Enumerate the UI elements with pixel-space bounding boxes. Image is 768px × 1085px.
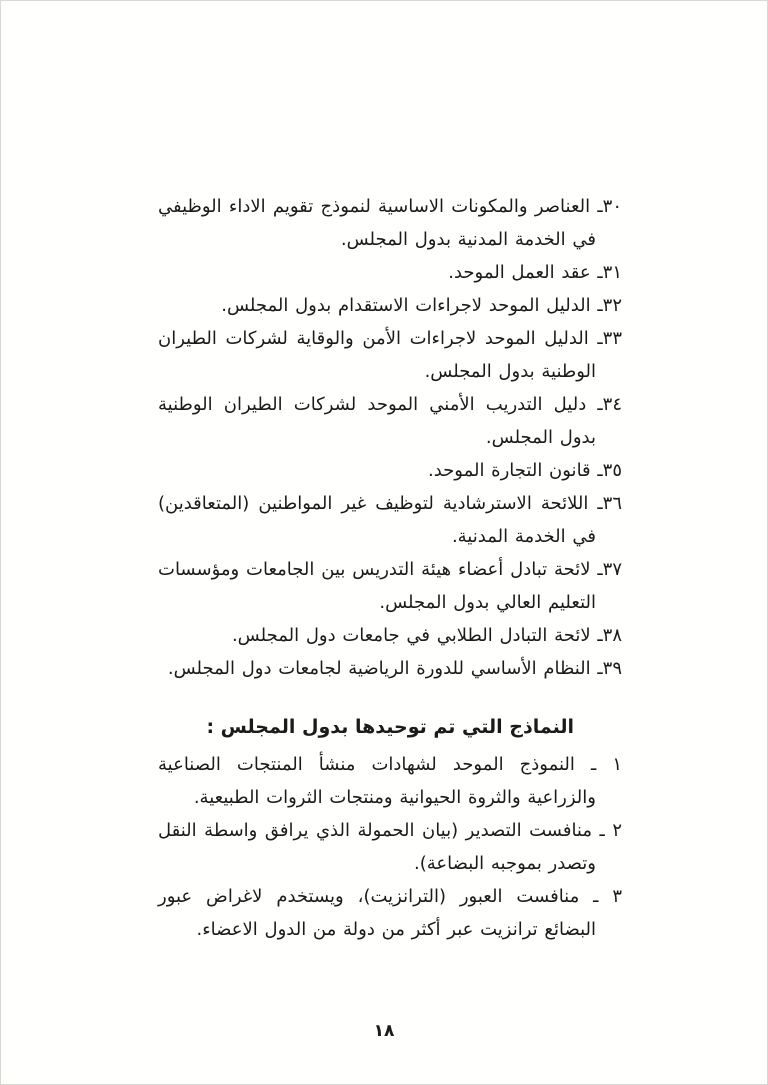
model-item-2: ٢ ـ منافست التصدير (بيان الحمولة الذي يرافق واسطة النقل وتصدر بموجبه البضاعة). bbox=[158, 820, 622, 874]
page-number: ١٨ bbox=[373, 1021, 395, 1041]
list-item-37: ٣٧ـ لائحة تبادل أعضاء هيئة التدريس بين الجامعات ومؤسسات التعليم العالي بدول المجلس. bbox=[158, 559, 622, 613]
models-section-heading: النماذج التي تم توحيدها بدول المجلس : bbox=[206, 716, 574, 738]
list-item-39: ٣٩ـ النظام الأساسي للدورة الرياضية لجامعات دول المجلس. bbox=[167, 658, 622, 679]
list-item-30: ٣٠ـ العناصر والمكونات الاساسية لنموذج تقويم الاداء الوظيفي في الخدمة المدنية بدول المجلس. bbox=[158, 196, 622, 250]
list-item-32: ٣٢ـ الدليل الموحد لاجراءات الاستقدام بدول المجلس. bbox=[221, 295, 622, 316]
model-item-3: ٣ ـ منافست العبور (الترانزيت)، ويستخدم لاغراض عبور البضائع ترانزيت عبر أكثر من دولة من الدول الاعضاء. bbox=[158, 886, 622, 940]
list-item-31: ٣١ـ عقد العمل الموحد. bbox=[448, 262, 622, 283]
list-item-33: ٣٣ـ الدليل الموحد لاجراءات الأمن والوقاية لشركات الطيران الوطنية بدول المجلس. bbox=[158, 328, 622, 382]
list-item-35: ٣٥ـ قانون التجارة الموحد. bbox=[427, 460, 622, 481]
model-item-1: ١ ـ النموذج الموحد لشهادات منشأ المنتجات الصناعية والزراعية والثروة الحيوانية ومنتجات الثروات الطبيعية. bbox=[158, 754, 622, 808]
document-text-block bbox=[158, 190, 622, 946]
list-item-36: ٣٦ـ اللائحة الاسترشادية لتوظيف غير المواطنين (المتعاقدين) في الخدمة المدنية. bbox=[158, 493, 622, 547]
list-item-38: ٣٨ـ لائحة التبادل الطلابي في جامعات دول المجلس. bbox=[231, 625, 622, 646]
list-item-34: ٣٤ـ دليل التدريب الأمني الموحد لشركات الطيران الوطنية بدول المجلس. bbox=[158, 394, 622, 448]
